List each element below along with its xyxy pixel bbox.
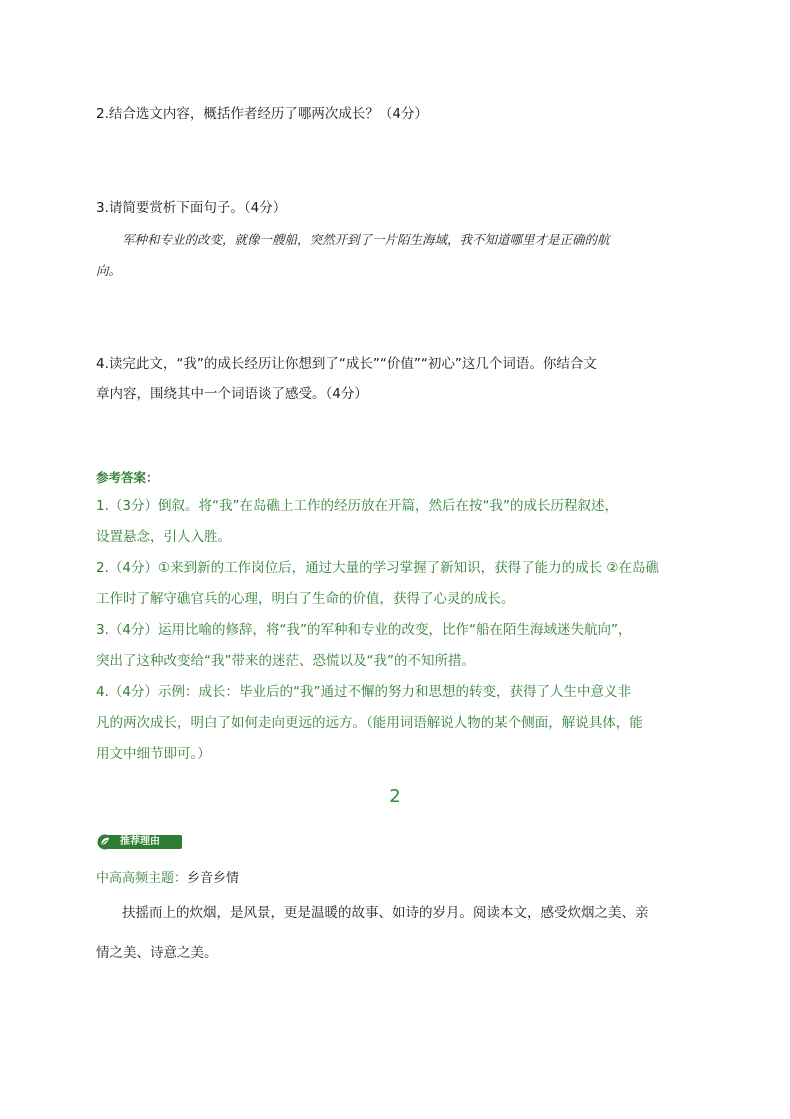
topic-label: 中高高频主题： [96, 871, 188, 886]
answer-line: 设置悬念，引人入胜。 [96, 529, 231, 545]
question-4-line-1: 4.读完此文，“我”的成长经历让你想到了“成长”“价值”“初心”这几个词语。你结合文 [96, 356, 597, 372]
question-3: 3.请简要赏析下面句子。（4分） [96, 200, 287, 216]
page-number: 2 [389, 786, 401, 807]
answer-line: 用文中细节即可。） [96, 746, 211, 762]
topic-value: 乡音乡情 [187, 871, 240, 886]
answer-line: 凡的两次成长，明白了如何走向更远的远方。（能用词语解说人物的某个侧面，解说具体，能 [96, 715, 643, 731]
answer-line: 3.（4分）运用比喻的修辞，将“我”的军种和专业的改变，比作“船在陌生海域迷失航向”， [96, 622, 632, 638]
question-3-quote-line-2: 向。 [96, 263, 122, 278]
answers-list [96, 491, 716, 770]
recommend-text-line-2: 情之美、诗意之美。 [96, 945, 218, 961]
question-3-quote-line-1: 军种和专业的改变，就像一艘船，突然开到了一片陌生海域，我不知道哪里才是正确的航 [122, 232, 610, 247]
answers-heading: 参考答案： [96, 470, 159, 485]
badge-label: 推荐理由 [120, 836, 160, 847]
question-2: 2.结合选文内容，概括作者经历了哪两次成长？（4分） [96, 106, 428, 122]
leaf-icon [96, 833, 114, 851]
answer-line: 1.（3分）倒叙。将“我”在岛礁上工作的经历放在开篇，然后在按“我”的成长历程叙述， [96, 498, 618, 514]
answer-line: 突出了这种改变给“我”带来的迷茫、恐慌以及“我”的不知所措。 [96, 653, 475, 669]
topic-row [96, 867, 239, 886]
question-4-line-2: 章内容，围绕其中一个词语谈了感受。（4分） [96, 386, 368, 402]
answer-line: 2.（4分）①来到新的工作岗位后，通过大量的学习掌握了新知识，获得了能力的成长 ②在岛礁 [96, 560, 659, 576]
recommend-text-line-1: 扶摇而上的炊烟，是风景，更是温暖的故事、如诗的岁月。阅读本文，感受炊烟之美、亲 [122, 905, 649, 921]
answer-line: 工作时了解守礁官兵的心理，明白了生命的价值，获得了心灵的成长。 [96, 591, 515, 607]
recommend-badge [96, 833, 182, 850]
answer-line: 4.（4分）示例：成长：毕业后的“我”通过不懈的努力和思想的转变，获得了人生中意义非 [96, 684, 631, 700]
